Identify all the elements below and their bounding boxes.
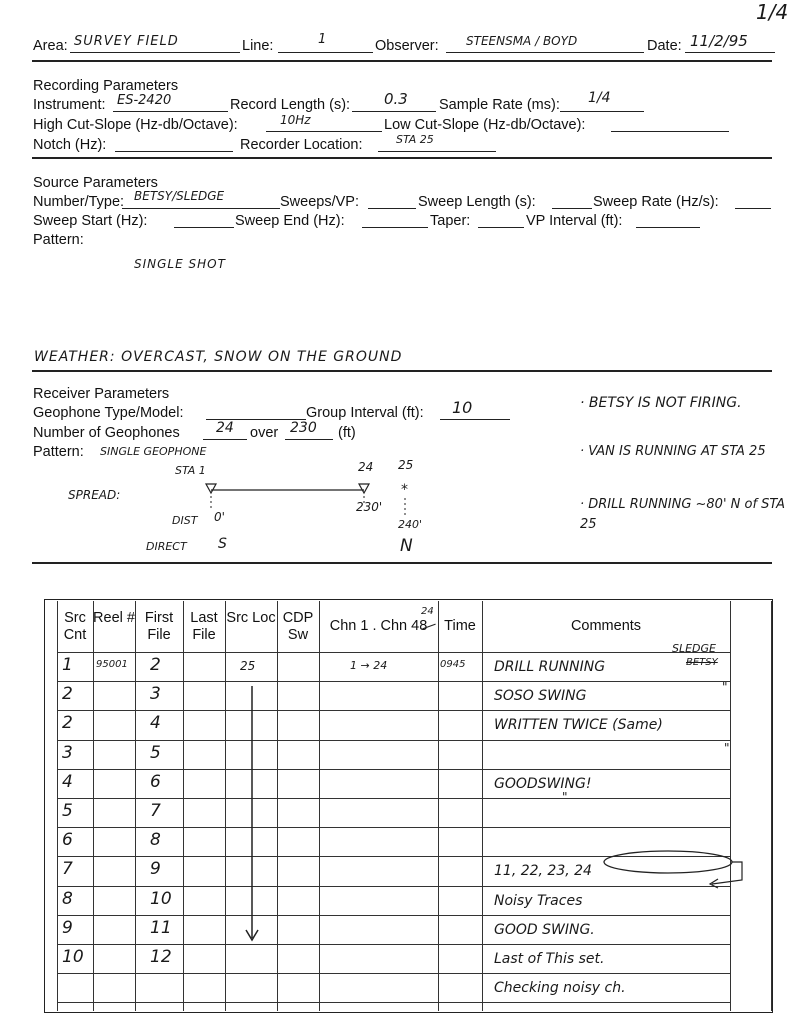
cell-src-cnt: 1 bbox=[62, 655, 73, 675]
receiver-title: Receiver Parameters bbox=[33, 386, 170, 402]
source-title: Source Parameters bbox=[33, 175, 158, 191]
cell-comment: 11, 22, 23, 24 bbox=[494, 863, 592, 880]
cell-src-cnt: 6 bbox=[62, 830, 73, 851]
table-row-line bbox=[57, 1002, 730, 1003]
notch-label: Notch (Hz): bbox=[33, 137, 107, 153]
header-chn-correction: 24 bbox=[421, 606, 434, 617]
cell-comment: WRITTEN TWICE (Same) bbox=[494, 717, 663, 734]
ditto-mark: " bbox=[562, 790, 568, 804]
area-value: SURVEY FIELD bbox=[74, 34, 179, 49]
cell-src-cnt: 5 bbox=[62, 801, 73, 821]
over-value: 230 bbox=[290, 420, 317, 436]
recording-title: Recording Parameters bbox=[33, 78, 179, 94]
spread-24: 24 bbox=[358, 460, 374, 474]
instrument-label: Instrument: bbox=[33, 97, 106, 113]
cell-src-cnt: 2 bbox=[62, 713, 73, 734]
cell-first-file: 6 bbox=[150, 771, 161, 792]
sweep-length-label: Sweep Length (s): bbox=[418, 194, 536, 210]
table-column-line bbox=[277, 601, 278, 1011]
header-comments: Comments bbox=[570, 618, 642, 634]
spread-label: SPREAD: bbox=[68, 488, 121, 502]
spread-diagram bbox=[200, 476, 430, 526]
spread-dist-label: DIST bbox=[172, 514, 198, 527]
table-column-line bbox=[183, 601, 184, 1011]
low-cut-label: Low Cut-Slope (Hz-db/Octave): bbox=[384, 117, 586, 133]
spread-sta1: STA 1 bbox=[175, 464, 206, 477]
sample-rate-label: Sample Rate (ms): bbox=[439, 97, 560, 113]
header-last-file: Last File bbox=[190, 610, 218, 643]
number-type-value: BETSY/SLEDGE bbox=[134, 189, 225, 203]
cell-src-cnt: 9 bbox=[62, 917, 73, 938]
cell-src-cnt: 8 bbox=[62, 888, 73, 909]
cell-comment: Checking noisy ch. bbox=[494, 980, 626, 997]
header-reel: Reel # bbox=[93, 610, 135, 626]
divider bbox=[32, 370, 772, 372]
header-chn: Chn 1 . Chn 48 bbox=[329, 618, 428, 634]
receiver-pattern-value: SINGLE GEOPHONE bbox=[100, 445, 207, 458]
svg-text:*: * bbox=[401, 482, 408, 498]
weather-note: WEATHER: OVERCAST, SNOW ON THE GROUND bbox=[34, 349, 403, 365]
record-length-value: 0.3 bbox=[384, 90, 408, 108]
table-row-line bbox=[57, 710, 730, 711]
cell-comment: Last of This set. bbox=[494, 951, 605, 967]
cell-comment: GOOD SWING. bbox=[494, 921, 595, 938]
cell-first-file: 2 bbox=[150, 655, 161, 675]
spread-s: S bbox=[218, 536, 227, 552]
cell-src-cnt: 2 bbox=[62, 684, 73, 705]
taper-label: Taper: bbox=[430, 213, 471, 229]
side-note: · BETSY IS NOT FIRING. bbox=[580, 395, 742, 411]
cell-first-file: 8 bbox=[150, 830, 161, 851]
number-geophones-label: Number of Geophones bbox=[33, 425, 180, 441]
spread-dist0: 0' bbox=[214, 510, 225, 524]
sample-rate-value: 1/4 bbox=[588, 90, 611, 106]
table-column-line bbox=[319, 601, 320, 1011]
group-interval-value: 10 bbox=[452, 398, 473, 417]
line-value: 1 bbox=[318, 32, 327, 47]
table-row-line bbox=[57, 652, 730, 653]
cell-first-file: 10 bbox=[150, 888, 172, 909]
high-cut-value: 10Hz bbox=[280, 113, 311, 127]
cell-first-file: 3 bbox=[150, 684, 161, 705]
divider bbox=[32, 60, 772, 62]
header-src-loc: Src Loc bbox=[226, 610, 276, 626]
annotation-sledge: SLEDGE bbox=[672, 642, 717, 655]
annotation-betsy: BETSY bbox=[686, 657, 718, 668]
cell-first-file: 7 bbox=[150, 801, 161, 821]
number-type-label: Number/Type: bbox=[33, 194, 125, 210]
ditto-mark: " bbox=[722, 680, 728, 694]
date-label: Date: bbox=[647, 38, 682, 54]
sweep-end-label: Sweep End (Hz): bbox=[235, 213, 345, 229]
ditto-mark: " bbox=[724, 741, 730, 755]
ft-label: (ft) bbox=[338, 425, 356, 441]
cell-src-cnt: 10 bbox=[62, 947, 84, 967]
recorder-location-value: STA 25 bbox=[396, 133, 434, 146]
header-src-cnt: Src Cnt bbox=[63, 610, 87, 643]
line-label: Line: bbox=[242, 38, 274, 54]
header-time: Time bbox=[444, 618, 476, 634]
cell-comment: SOSO SWING bbox=[494, 688, 587, 705]
sweep-rate-label: Sweep Rate (Hz/s): bbox=[593, 194, 719, 210]
sweep-start-label: Sweep Start (Hz): bbox=[33, 213, 148, 229]
cell-src-cnt: 3 bbox=[62, 742, 73, 763]
record-length-label: Record Length (s): bbox=[230, 97, 351, 113]
side-note: · VAN IS RUNNING AT STA 25 bbox=[580, 444, 766, 459]
cell-src-cnt: 4 bbox=[62, 771, 73, 792]
pattern-value: SINGLE SHOT bbox=[134, 257, 226, 271]
cell-src-cnt: 7 bbox=[62, 859, 73, 880]
spread-dist230: 230' bbox=[356, 500, 383, 514]
cell-first-file: 4 bbox=[150, 713, 161, 734]
cell-comment: DRILL RUNNING bbox=[494, 659, 606, 675]
divider bbox=[32, 157, 772, 159]
cell-src-loc: 25 bbox=[240, 659, 256, 673]
high-cut-label: High Cut-Slope (Hz-db/Octave): bbox=[33, 117, 238, 133]
pattern-label: Pattern: bbox=[33, 232, 84, 248]
table-row-line bbox=[57, 827, 730, 828]
arrow-down-icon bbox=[240, 684, 264, 946]
observer-value: STEENSMA / BOYD bbox=[466, 34, 578, 48]
header-cdp-sw: CDP Sw bbox=[282, 610, 314, 643]
number-geophones-value: 24 bbox=[216, 420, 234, 436]
cell-chn: 1 → 24 bbox=[350, 659, 388, 672]
table-column-line bbox=[771, 601, 772, 1011]
table-column-line bbox=[730, 601, 731, 1011]
observer-label: Observer: bbox=[375, 38, 439, 54]
table-column-line bbox=[135, 601, 136, 1011]
table-row-line bbox=[57, 740, 730, 741]
side-note: · DRILL RUNNING ~80' N of STA 25 bbox=[580, 497, 786, 532]
table-column-line bbox=[482, 601, 483, 1011]
table-column-line bbox=[225, 601, 226, 1011]
circle-annotation bbox=[600, 848, 750, 892]
cell-reel: 95001 bbox=[96, 659, 128, 670]
table-row-line bbox=[57, 798, 730, 799]
recorder-location-label: Recorder Location: bbox=[240, 137, 363, 153]
table-column-line bbox=[57, 601, 58, 1011]
date-value: 11/2/95 bbox=[690, 32, 748, 50]
geophone-type-label: Geophone Type/Model: bbox=[33, 405, 184, 421]
spread-dist240: 240' bbox=[398, 518, 423, 531]
table-row-line bbox=[57, 944, 730, 945]
table-row-line bbox=[57, 769, 730, 770]
vp-interval-label: VP Interval (ft): bbox=[526, 213, 623, 229]
cell-first-file: 5 bbox=[150, 742, 161, 763]
spread-n: N bbox=[400, 536, 413, 556]
header-first-file: First File bbox=[144, 610, 174, 643]
cell-comment: Noisy Traces bbox=[494, 892, 583, 909]
table-column-line bbox=[93, 601, 94, 1011]
table-column-line bbox=[438, 601, 439, 1011]
instrument-value: ES-2420 bbox=[117, 93, 172, 108]
divider bbox=[32, 562, 772, 564]
cell-comment: GOODSWING! bbox=[494, 775, 592, 792]
over-label: over bbox=[250, 425, 279, 441]
cell-time: 0945 bbox=[440, 659, 466, 670]
page-number: 1/4 bbox=[756, 0, 789, 24]
area-label: Area: bbox=[33, 38, 68, 54]
cell-first-file: 9 bbox=[150, 859, 161, 880]
table-row-line bbox=[57, 681, 730, 682]
receiver-pattern-label: Pattern: bbox=[33, 444, 84, 460]
group-interval-label: Group Interval (ft): bbox=[306, 405, 424, 421]
spread-direct-label: DIRECT bbox=[146, 540, 187, 553]
table-row-line bbox=[57, 915, 730, 916]
spread-25: 25 bbox=[398, 458, 414, 472]
sweeps-label: Sweeps/VP: bbox=[280, 194, 359, 210]
table-row-line bbox=[57, 973, 730, 974]
cell-first-file: 12 bbox=[150, 947, 172, 967]
cell-first-file: 11 bbox=[150, 917, 172, 938]
